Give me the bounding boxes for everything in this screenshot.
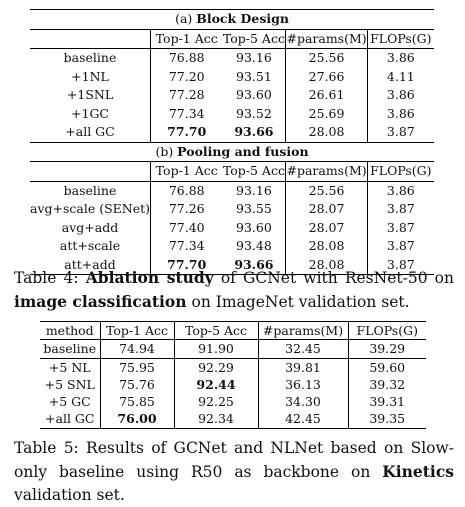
cell-top1 <box>100 410 174 428</box>
table-4b-header-row <box>30 162 434 182</box>
cell-top1: 77.26 <box>151 200 223 219</box>
header-params: #params(M) <box>286 162 367 182</box>
cell-flops: 39.35 <box>348 410 426 428</box>
cell-top5: 93.48 <box>236 238 272 253</box>
cell-flops: 3.87 <box>367 123 434 142</box>
table-row <box>40 358 426 376</box>
cell-top1-bold: 77.70 <box>167 256 207 272</box>
caption-text: on ImageNet validation set. <box>191 293 410 311</box>
cell-top5: 93.51 <box>236 68 272 84</box>
table-5 <box>40 321 426 429</box>
cell-top1: 77.28 <box>151 86 223 105</box>
cell-top5: 93.60 <box>236 219 272 235</box>
cell-top1: 77.34 <box>151 237 223 256</box>
caption-emphasis: image classification <box>14 292 187 311</box>
row-name: baseline <box>63 182 117 198</box>
section-b-header <box>30 142 434 162</box>
header-flops: FLOPs(G) <box>367 162 434 182</box>
header-params: #params(M) <box>286 29 367 49</box>
cell-params: 25.56 <box>286 181 367 200</box>
cell-top5: 93.60 <box>236 87 272 102</box>
row-name: +1SNL <box>66 87 114 102</box>
cell-top5: 93.55 <box>236 201 272 216</box>
cell-top1-bold: 76.00 <box>117 411 157 427</box>
cell-top5: 93.16 <box>236 182 272 198</box>
section-a-prefix: (a) <box>175 11 197 26</box>
cell-top5: 92.29 <box>174 358 258 376</box>
row-name: +all GC <box>45 411 95 427</box>
table-5-header-row <box>40 322 426 340</box>
table-row <box>30 86 434 105</box>
cell-params: 39.81 <box>258 358 348 376</box>
caption-text: of GCNet with ResNet-50 on <box>220 269 454 287</box>
table-row <box>40 393 426 410</box>
cell-params: 42.45 <box>258 410 348 428</box>
cell-top5-bold: 93.66 <box>234 124 274 139</box>
cell-flops: 59.60 <box>348 358 426 376</box>
table-row <box>40 376 426 393</box>
cell-flops: 3.86 <box>367 105 434 124</box>
cell-top1-bold: 77.70 <box>167 124 207 139</box>
cell-params: 32.45 <box>258 340 348 358</box>
cell-flops: 39.31 <box>348 393 426 410</box>
row-name: +5 SNL <box>44 376 95 392</box>
row-name: baseline <box>63 50 117 65</box>
cell-top1: 75.76 <box>100 376 174 393</box>
caption-emphasis: Ablation study <box>85 268 214 287</box>
cell-flops: 4.11 <box>367 68 434 87</box>
cell-top5: 92.34 <box>174 410 258 428</box>
caption-text: validation set. <box>14 486 125 504</box>
cell-top5 <box>222 123 286 142</box>
cell-params: 27.66 <box>286 68 367 87</box>
header-top5: Top-5 Acc <box>222 162 286 182</box>
cell-top5-bold: 92.44 <box>196 376 236 392</box>
cell-top5-bold: 93.66 <box>234 256 274 272</box>
cell-flops: 3.87 <box>367 219 434 238</box>
caption-label: Table 4: <box>14 269 79 287</box>
table-row <box>30 237 434 256</box>
cell-params: 26.61 <box>286 86 367 105</box>
cell-top1: 77.40 <box>151 219 223 238</box>
header-flops: FLOPs(G) <box>348 322 426 340</box>
row-name: +1GC <box>71 105 109 121</box>
row-name: att+add <box>64 256 116 272</box>
cell-top1: 76.88 <box>151 49 223 68</box>
table-row <box>40 340 426 358</box>
cell-top5: 93.16 <box>236 50 272 65</box>
header-top5: Top-5 Acc <box>174 322 258 340</box>
caption-emphasis: Kinetics <box>382 462 454 481</box>
section-a-name: Block Design <box>196 11 289 26</box>
caption-text: Table 5: Results of GCNet and NLNet based on Slow-only baseline using R50 as backbone on <box>14 439 454 481</box>
cell-flops: 3.87 <box>367 200 434 219</box>
header-top1: Top-1 Acc <box>151 29 223 49</box>
row-name: baseline <box>40 340 100 358</box>
table-row <box>30 200 434 219</box>
row-name: +1NL <box>71 68 109 84</box>
cell-flops: 39.29 <box>348 340 426 358</box>
table-row <box>30 49 434 68</box>
cell-flops: 3.86 <box>367 86 434 105</box>
header-method: method <box>40 322 100 340</box>
header-top1: Top-1 Acc <box>100 322 174 340</box>
cell-params: 28.07 <box>286 219 367 238</box>
table-4-caption <box>14 266 454 314</box>
cell-params: 25.69 <box>286 105 367 124</box>
table-4a-header-row <box>30 29 434 49</box>
table-row <box>30 105 434 124</box>
cell-top5: 91.90 <box>174 340 258 358</box>
section-a-title <box>30 10 434 30</box>
header-top1: Top-1 Acc <box>151 162 223 182</box>
header-flops: FLOPs(G) <box>367 29 434 49</box>
row-name: att+scale <box>59 238 121 253</box>
cell-params: 28.07 <box>286 200 367 219</box>
cell-params: 36.13 <box>258 376 348 393</box>
cell-top5: 92.25 <box>174 393 258 410</box>
cell-top1: 76.88 <box>151 181 223 200</box>
section-b-prefix: (b) <box>155 143 178 159</box>
header-cell-empty <box>30 29 151 49</box>
section-a-header <box>30 10 434 30</box>
cell-flops: 3.86 <box>367 181 434 200</box>
row-name: +all GC <box>65 124 115 139</box>
header-params: #params(M) <box>258 322 348 340</box>
cell-top1 <box>151 123 223 142</box>
cell-top1: 75.85 <box>100 393 174 410</box>
row-name: avg+scale (SENet) <box>30 201 151 216</box>
cell-top5 <box>174 376 258 393</box>
cell-flops: 3.87 <box>367 256 434 275</box>
table-row <box>30 68 434 87</box>
table-row <box>40 410 426 428</box>
cell-params: 34.30 <box>258 393 348 410</box>
row-name: +5 NL <box>48 359 91 375</box>
section-b-name: Pooling and fusion <box>177 143 309 159</box>
header-cell-empty <box>30 162 151 182</box>
cell-flops: 3.87 <box>367 237 434 256</box>
cell-params: 28.08 <box>286 123 367 142</box>
cell-params: 28.08 <box>286 237 367 256</box>
cell-params: 28.08 <box>286 256 367 275</box>
cell-top1: 77.20 <box>151 68 223 87</box>
cell-top1: 74.94 <box>100 340 174 358</box>
cell-top1: 77.34 <box>151 105 223 124</box>
header-top5: Top-5 Acc <box>222 29 286 49</box>
row-name: avg+add <box>61 219 119 235</box>
section-b-title <box>30 142 434 162</box>
table-row <box>30 181 434 200</box>
cell-top1: 75.95 <box>100 358 174 376</box>
cell-params: 25.56 <box>286 49 367 68</box>
table-5-caption <box>14 437 454 507</box>
cell-top5: 93.52 <box>236 105 272 121</box>
table-row <box>30 123 434 142</box>
table-row <box>30 219 434 238</box>
cell-flops: 39.32 <box>348 376 426 393</box>
row-name: +5 GC <box>48 394 91 410</box>
table-4 <box>30 9 434 275</box>
cell-flops: 3.86 <box>367 49 434 68</box>
